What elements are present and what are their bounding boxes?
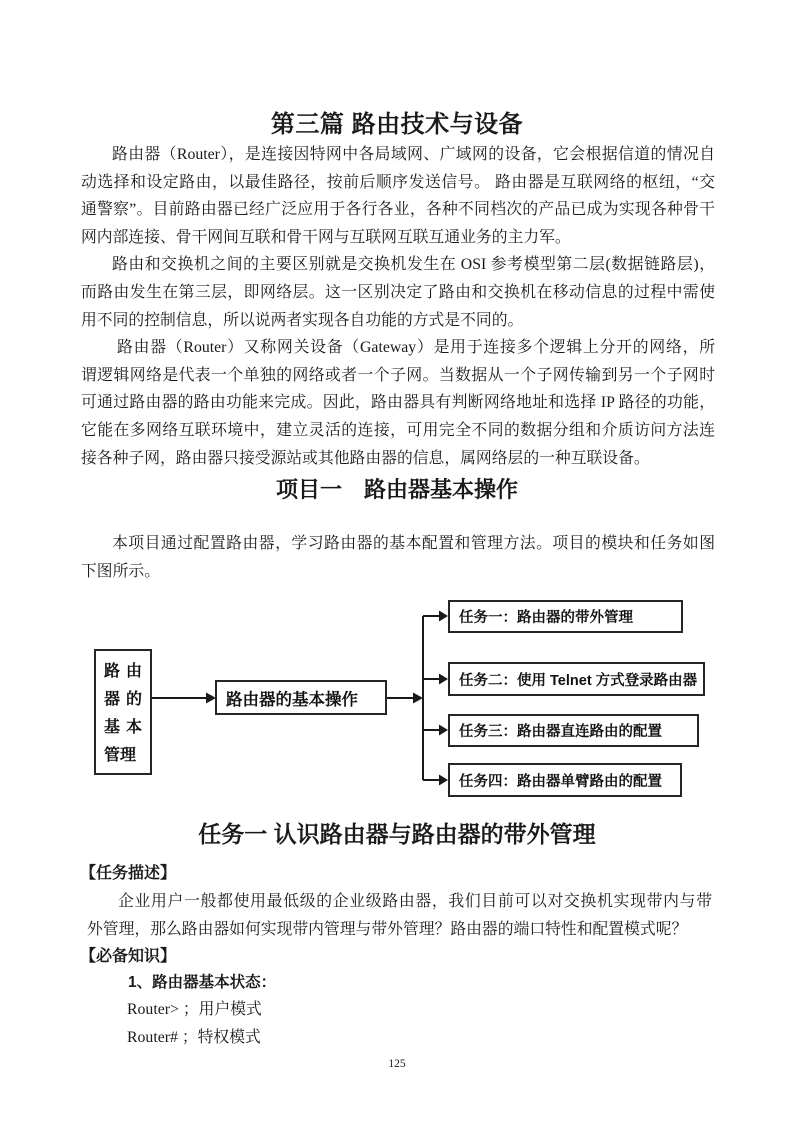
intro-p3-line: 谓逻辑网络是代表一个单独的网络或者一个子网。当数据从一个子网传输到另一个子网时 — [81, 366, 715, 384]
intro-p1-line: 路由器（Router），是连接因特网中各局域网、广域网的设备，它会根据信道的情况自 — [112, 146, 715, 163]
intro-paragraphs — [81, 141, 715, 472]
task-description-paragraph — [87, 888, 712, 943]
diagram-task-box-1-label: 任务一：路由器的带外管理 — [459, 610, 633, 626]
diagram-root-box-label: 管理 — [104, 747, 137, 764]
diagram-task-box-1 — [448, 600, 683, 633]
diagram-task-box-2 — [448, 662, 705, 696]
diagram-root-box-label: 基本 — [104, 719, 142, 736]
task-description-line: 外管理，那么路由器如何实现带内管理与带外管理？路由器的端口特性和配置模式呢？ — [87, 920, 688, 938]
knowledge-item-heading: 1、路由器基本状态： — [128, 974, 277, 991]
intro-p3-line: 接各种子网，路由器只接受源站或其他路由器的信息，属网络层的一种互联设备。 — [81, 449, 650, 467]
project-para-line: 下图所示。 — [81, 562, 160, 580]
intro-p2-line: 路由和交换机之间的主要区别就是交换机发生在 OSI 参考模型第二层(数据链路层)， — [112, 256, 715, 274]
task-description-line: 企业用户一般都使用最低级的企业级路由器，我们目前可以对交换机实现带内与带 — [118, 893, 712, 910]
page-number: 125 — [388, 1058, 406, 1070]
project-para-line: 本项目通过配置路由器，学习路由器的基本配置和管理方法。项目的模块和任务如图 — [112, 535, 715, 552]
intro-p1-line: 动选择和设定路由，以最佳路径，按前后顺序发送信号。 路由器是互联网络的枢纽，“交 — [81, 173, 715, 191]
required-knowledge-label: 【必备知识】 — [80, 948, 177, 965]
project-heading: 项目一 路由器基本操作 — [275, 477, 518, 502]
diagram-root-box-label: 路由 — [104, 663, 142, 680]
task-one-heading: 任务一 认识路由器与路由器的带外管理 — [198, 821, 596, 847]
diagram-center-box — [215, 680, 387, 715]
diagram-root-box — [94, 649, 152, 775]
diagram-task-box-3-label: 任务三：路由器直连路由的配置 — [459, 724, 662, 740]
diagram-task-box-2-label: 任务二：使用 Telnet 方式登录路由器 — [459, 672, 698, 689]
task-description-label: 【任务描述】 — [80, 865, 177, 882]
intro-p1-line: 通警察”。目前路由器已经广泛应用于各行各业，各种不同档次的产品已成为实现各种骨干 — [81, 201, 715, 219]
diagram-task-box-4 — [448, 763, 682, 797]
task-structure-diagram — [94, 596, 716, 804]
diagram-task-box-4-label: 任务四：路由器单臂路由的配置 — [459, 773, 662, 790]
intro-p3-line: 可通过路由器的路由功能来完成。因此，路由器具有判断网络地址和选择 IP 路径的功能， — [81, 394, 715, 412]
chapter-title: 第三篇 路由技术与设备 — [270, 111, 524, 138]
intro-p3-line: 它能在多网络互联环境中，建立灵活的连接，可用完全不同的数据分组和介质访问方法连 — [81, 421, 715, 439]
router-mode-line: Router> ；用户模式 — [127, 1001, 262, 1018]
project-paragraph — [81, 530, 715, 585]
intro-p2-line: 而路由发生在第三层，即网络层。这一区别决定了路由和交换机在移动信息的过程中需使 — [81, 283, 715, 301]
router-mode-line: Router# ；特权模式 — [127, 1029, 261, 1046]
intro-p2-line: 用不同的控制信息，所以说两者实现各自功能的方式是不同的。 — [81, 311, 524, 329]
intro-p1-line: 网内部连接、骨干网间互联和骨干网与互联网互联互通业务的主力军。 — [81, 228, 571, 246]
diagram-root-box-label: 器的 — [104, 691, 142, 708]
router-mode-list — [127, 996, 687, 1052]
intro-p3-line: 路由器（Router）又称网关设备（Gateway）是用于连接多个逻辑上分开的网络，所 — [117, 339, 715, 357]
diagram-task-box-3 — [448, 714, 699, 747]
diagram-center-box-label: 路由器的基本操作 — [226, 690, 358, 709]
